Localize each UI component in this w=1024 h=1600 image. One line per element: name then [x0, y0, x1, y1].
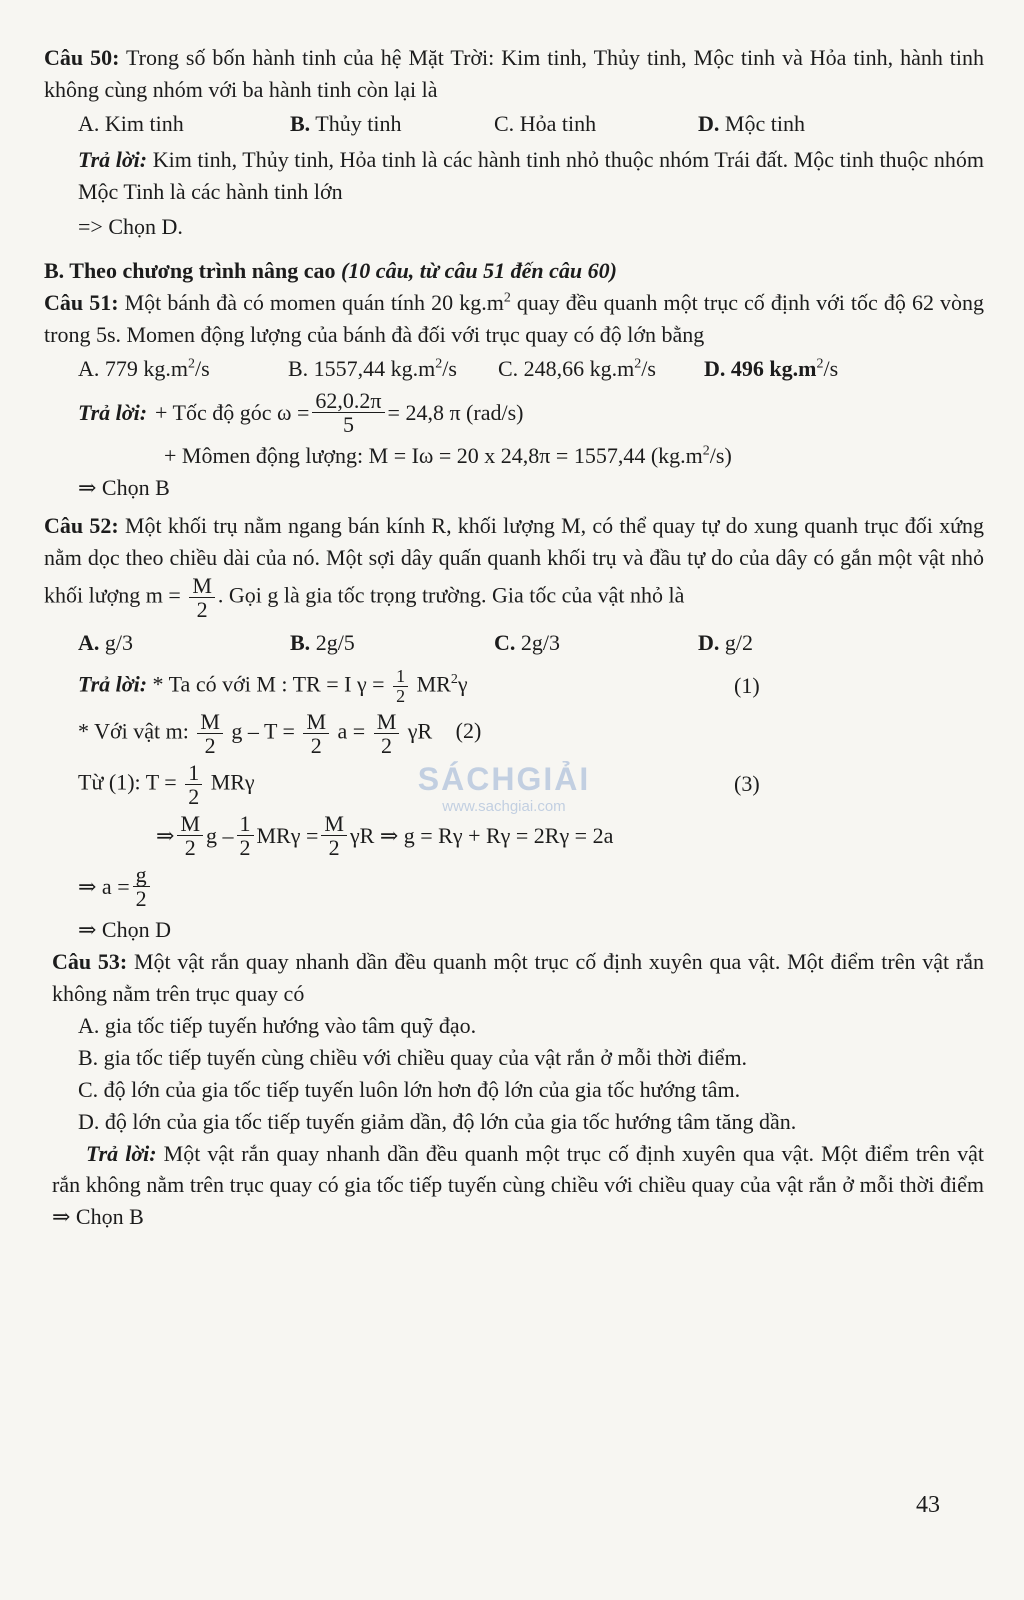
choice-line: ⇒ Chọn D — [78, 917, 171, 943]
question-52: Câu 52: Một khối trụ nằm ngang bán kính R, khối lượng M, có thể quay tự do xung quanh trục đối xứng nằm dọc theo chiều dài của nó. Một sợi dây quấn quanh khối trụ và đầu tự do của dây có gắn một vật nhỏ khối lượng m = $\frac{M}{2}$ . Gọi g là gia tốc trọng trường. Gia tốc của vật nhỏ là — [44, 512, 985, 622]
equation-1: Trả lời: * Ta có với M : TR = I γ = $\frac{1}{2}$ $MR^2\gamma$ (1) — [44, 667, 984, 706]
question-53: Câu 53: Một vật rắn quay nhanh dần đều quanh một trục cố định xuyên qua vật. Một điểm trên vật rắn không nằm trên trục quay có — [52, 949, 984, 1007]
option-a: A. gia tốc tiếp tuyến hướng vào tâm quỹ đạo. — [78, 1012, 477, 1038]
answer-51-line-1: Trả lời: + Tốc độ góc ω = $\frac{62,0.2\pi}{5}$ = 24,8 π (rad/s) — [78, 387, 524, 437]
question-label: Câu 51: — [44, 290, 119, 316]
answer-51-line-2: + Mômen động lượng: M = Iω = 20 x 24,8π = 1557,44 $(kg.m^2/s)$ — [164, 443, 732, 469]
option-d: D. g/2 — [698, 629, 754, 655]
watermark-title: SÁCHGIẢI — [417, 761, 591, 797]
answer-text: Kim tinh, Thủy tinh, Hỏa tinh là các hành tinh nhỏ thuộc nhóm Trái đất. Mộc tinh thuộc nhóm Mộc Tinh là các hành tinh lớn — [78, 146, 984, 204]
watermark-url: www.sachgiai.com — [442, 798, 566, 816]
option-b: B. Thủy tinh — [290, 110, 402, 136]
option-d: D. Mộc tinh — [698, 110, 805, 136]
answer-label: Trả lời: — [86, 1140, 157, 1166]
answer-53 — [44, 1138, 984, 1234]
answer-50 — [44, 144, 984, 208]
option-a: A. Kim tinh — [78, 110, 184, 136]
equation-number: (3) — [734, 771, 760, 797]
question-label: Câu 50: — [44, 45, 120, 70]
fraction: $\frac{62,0.2\pi}{5}$ — [312, 389, 384, 436]
page-content — [44, 42, 984, 1233]
choice-line: => Chọn D. — [78, 214, 183, 240]
option-d: D. độ lớn của gia tốc tiếp tuyến giảm dần, độ lớn của gia tốc hướng tâm tăng dần. — [78, 1108, 797, 1134]
option-b: B. 2g/5 — [290, 629, 355, 655]
option-d: D. 496 $kg.m^2/s$ — [704, 356, 839, 382]
option-b: B. 1557,44 $kg.m^2/s$ — [288, 356, 457, 382]
option-b: B. gia tốc tiếp tuyến cùng chiều với chiều quay của vật rắn ở mỗi thời điểm. — [78, 1044, 748, 1070]
question-text: Trong số bốn hành tinh của hệ Mặt Trời: Kim tinh, Thủy tinh, Mộc tinh và Hỏa tinh, hành tinh không cùng nhóm với ba hành tinh còn lại là — [44, 45, 985, 102]
question-51: Câu 51: Một bánh đà có momen quán tính 20 $kg.m^2$ quay đều quanh một trục cố định với tốc độ 62 vòng trong 5s. Momen động lượng của bánh đà đối với trục quay có độ lớn bằng — [44, 290, 985, 348]
option-a: A. 779 $kg.m^2/s$ — [78, 356, 210, 382]
equation-4: ⇒ $\frac{M}{2}$ g – $\frac{1}{2}$ MRγ = $\frac{M}{2}$ γR ⇒ g = Rγ + Rγ = 2Rγ = 2a — [156, 810, 614, 860]
options-row — [44, 353, 984, 385]
question-label: Câu 53: — [52, 949, 128, 975]
question-50 — [44, 42, 984, 106]
option-c: C. 2g/3 — [494, 629, 561, 655]
answer-text: Một vật rắn quay nhanh dần đều quanh một trục cố định xuyên qua vật. Một điểm trên vật rắn không nằm trên trục quay có gia tốc tiếp tuyến cùng chiều với chiều quay của vật rắn ở mỗi thời điểm ⇒ Chọn B — [52, 1140, 985, 1230]
equation-5: ⇒ a = $\frac{g}{2}$ — [44, 863, 984, 910]
option-c: C. 248,66 $kg.m^2/s$ — [498, 356, 656, 382]
option-c: C. độ lớn của gia tốc tiếp tuyến luôn lớn hơn độ lớn của gia tốc hướng tâm. — [78, 1076, 741, 1102]
options-row — [44, 627, 984, 659]
watermark — [404, 756, 604, 818]
option-a: A. g/3 — [78, 629, 134, 655]
choice-line: ⇒ Chọn B — [78, 474, 170, 500]
equation-2: * Với vật m: $\frac{M}{2}$ g – T = $\frac{M}{2}$ a = $\frac{M}{2}$ γR (2) — [78, 708, 482, 758]
fraction: $\frac{M}{2}$ — [189, 574, 215, 621]
answer-label: Trả lời: — [78, 146, 148, 172]
page-number: 43 — [916, 1492, 940, 1518]
options-row — [44, 108, 984, 140]
question-label: Câu 52: — [44, 512, 119, 538]
section-heading: B. Theo chương trình nâng cao (10 câu, từ câu 51 đến câu 60) — [44, 258, 617, 284]
equation-3: Từ (1): T = $\frac{1}{2}$ MRγ (3) — [44, 761, 984, 808]
option-c: C. Hỏa tinh — [494, 110, 597, 136]
equation-number: (1) — [734, 673, 760, 699]
